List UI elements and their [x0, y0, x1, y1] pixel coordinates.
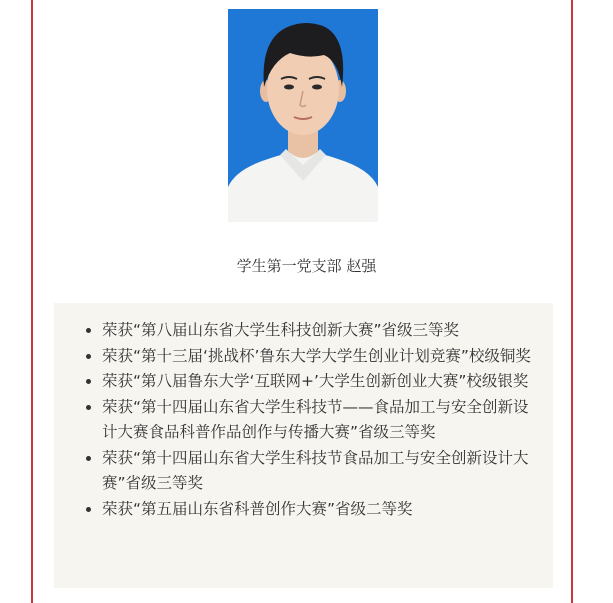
awards-panel [54, 303, 553, 588]
award-item: • 荣获“第十三届‘挑战杯’鲁东大学大学生创业计划竞赛”校级铜奖 [102, 344, 543, 370]
award-item: • 荣获“第八届山东省大学生科技创新大赛”省级三等奖 [102, 318, 543, 344]
portrait-illustration [228, 9, 378, 222]
awards-list [54, 303, 553, 522]
award-item: • 荣获“第五届山东省科普创作大赛”省级二等奖 [102, 497, 543, 523]
award-item: • 荣获“第十四届山东省大学生科技节食品加工与安全创新设计大赛”省级三等奖 [102, 446, 543, 497]
student-portrait [228, 9, 378, 222]
student-caption: 学生第一党支部 赵强 [236, 257, 377, 275]
award-item: • 荣获“第十四届山东省大学生科技节——食品加工与安全创新设计大赛食品科普作品创作与传播大赛”省级三等奖 [102, 395, 543, 446]
award-item: • 荣获“第八届鲁东大学‘互联网+’大学生创新创业大赛”校级银奖 [102, 369, 543, 395]
